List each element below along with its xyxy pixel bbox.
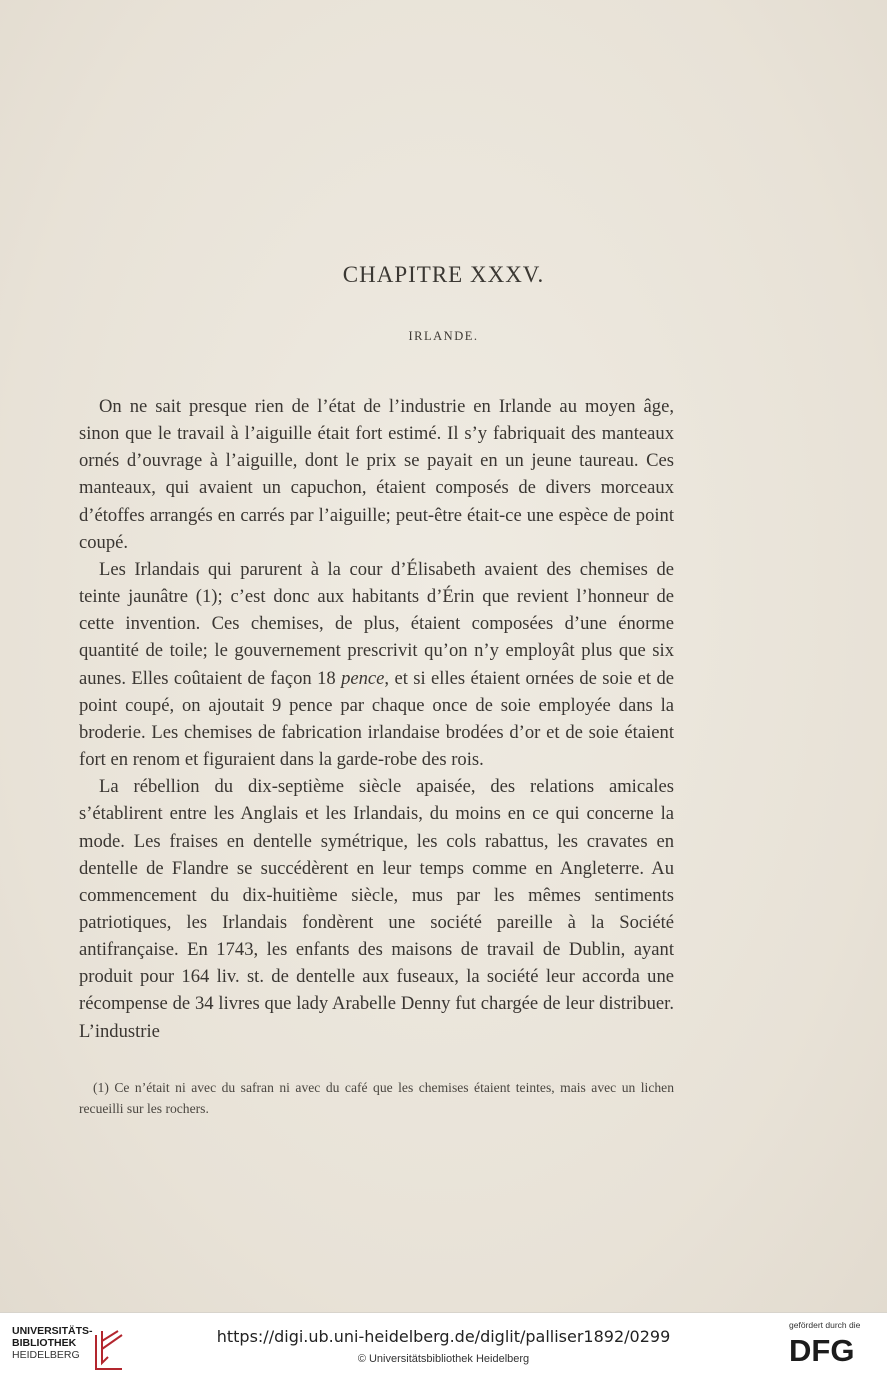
body-text [79,393,674,1045]
section-title: IRLANDE. [408,329,479,343]
permalink-url[interactable]: https://digi.ub.uni-heidelberg.de/diglit/palliser1892/0299 [216,1327,671,1346]
chapter-title: CHAPITRE XXXV. [342,262,545,287]
paragraph-2-start: Les Irlandais qui parurent à la cour d’Élisabeth avaient des chemises de teinte jaunâtre (1); c’est donc aux habitants d’Érin que revient l’honneur de cette invention. Ces chemises, de plus, étaient composées d’une énorme quantité de toile; le gouvernement prescrivit qu’on n’y employât plus que six aunes. Elles coûtaient de façon 18 [79,558,674,689]
paragraph-1: On ne sait presque rien de l’état de l’industrie en Irlande au moyen âge, sinon que le travail à l’aiguille était fort estimé. Il s’y fabriquait des manteaux ornés d’ouvrage à l’aiguille, dont le prix se payait en un jeune taureau. Ces manteaux, qui avaient un capuchon, étaient composés de divers morceaux d’étoffes arrangés en carrés par l’aiguille; peut-être était-ce une espèce de point coupé. [79,396,674,553]
library-line-1: UNIVERSITÄTS- [12,1325,93,1337]
viewer-footer [0,1312,887,1376]
library-line-2: BIBLIOTHEK [12,1337,77,1349]
footnote: (1) Ce n’était ni avec du safran ni avec du café que les chemises étaient teintes, mais avec un lichen recueilli sur les rochers. [79,1080,674,1116]
library-line-3: HEIDELBERG [12,1349,80,1361]
paragraph-2 [79,556,674,773]
dfg-logo[interactable]: DFG [789,1333,855,1368]
copyright-notice: © Universitätsbibliothek Heidelberg [357,1353,530,1365]
funding-note: gefördert durch die [789,1320,861,1330]
paragraph-3: La rébellion du dix-septième siècle apaisée, des relations amicales s’établirent entre les Anglais et les Irlandais, du moins en ce qui concerne la mode. Les fraises en dentelle symétrique, les cols rabattus, les cravates en dentelle de Flandre se succédèrent en leur temps comme en Angleterre. Au commencement du dix-huitième siècle, mus par les mêmes sentiments patriotiques, les Irlandais fondèrent une société pareille à la Société antifrançaise. En 1743, les enfants des maisons de travail de Dublin, ayant produit pour 164 liv. st. de dentelle aux fuseaux, la société leur accorda une récompense de 34 livres que lady Arabelle Denny fut chargée de leur distribuer. L’industrie [79,776,674,1042]
paragraph-2-italic: pence [341,667,385,689]
paragraph-2-end: , et si elles étaient ornées de soie et de point coupé, on ajoutait 9 pence par chaque once de soie employée dans la broderie. Les chemises de fabrication irlandaise brodées d’or et de soie étaient fort en renom et figuraient dans la garde-robe des rois. [79,667,674,771]
